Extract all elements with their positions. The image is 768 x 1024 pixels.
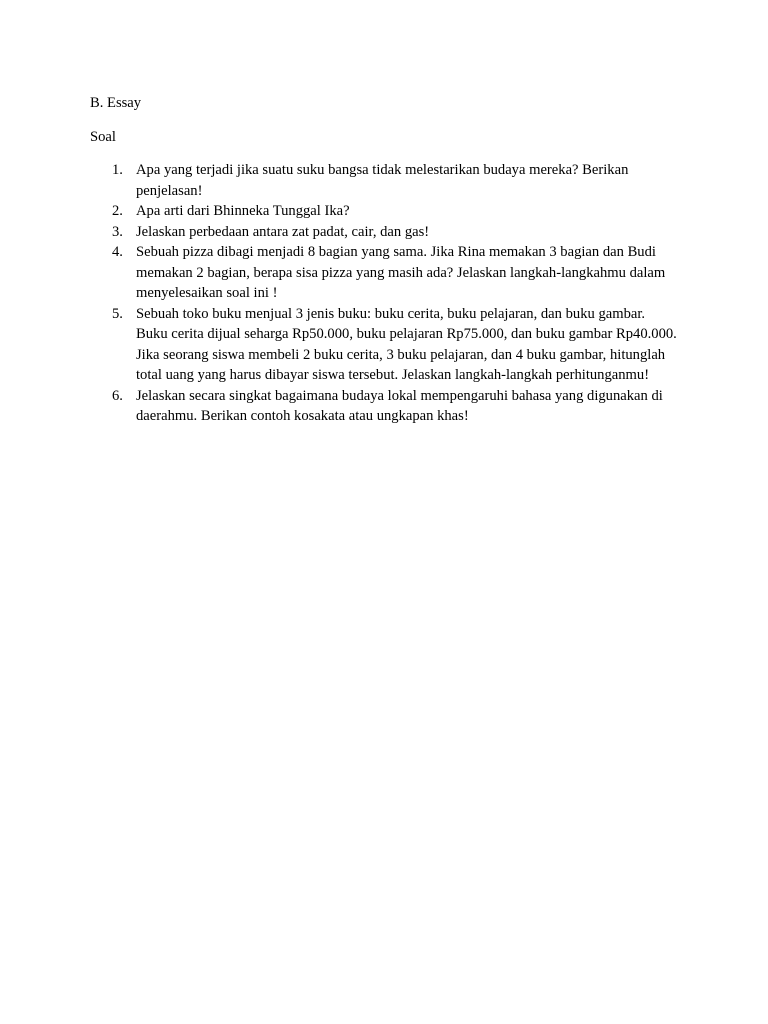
question-list (90, 160, 680, 427)
question-item-6 (90, 386, 680, 427)
question-text: Sebuah toko buku menjual 3 jenis buku: buku cerita, buku pelajaran, dan buku gambar. Buku cerita dijual seharga Rp50.000, buku pelajaran Rp75.000, dan buku gambar Rp40.000. Jika seorang siswa membeli 2 buku cerita, 3 buku pelajaran, dan 4 buku gambar, hitunglah total uang yang harus dibayar siswa tersebut. Jelaskan langkah-langkah perhitunganmu! (136, 305, 677, 383)
question-item-2 (90, 201, 680, 222)
question-item-1 (90, 160, 680, 201)
question-number: 1. (112, 162, 123, 178)
question-text: Apa arti dari Bhinneka Tunggal Ika? (136, 203, 350, 219)
question-text: Jelaskan secara singkat bagaimana budaya lokal mempengaruhi bahasa yang digunakan di daerahmu. Berikan contoh kosakata atau ungkapan khas! (136, 387, 663, 424)
question-text: Jelaskan perbedaan antara zat padat, cair, dan gas! (136, 223, 430, 240)
question-text: Sebuah pizza dibagi menjadi 8 bagian yang sama. Jika Rina memakan 3 bagian dan Budi memakan 2 bagian, berapa sisa pizza yang masih ada? Jelaskan langkah-langkahmu dalam menyelesaikan soal ini ! (136, 244, 666, 301)
section-title: B. Essay (90, 95, 142, 111)
question-number: 2. (112, 203, 123, 219)
question-text: Apa yang terjadi jika suatu suku bangsa tidak melestarikan budaya mereka? Berikan penjelasan! (136, 162, 629, 199)
question-number: 6. (112, 387, 123, 404)
question-number: 4. (112, 244, 123, 260)
question-item-4 (90, 242, 680, 304)
document-content (90, 93, 680, 427)
subtitle: Soal (90, 128, 116, 145)
question-item-5 (90, 304, 680, 386)
question-number: 3. (112, 223, 123, 240)
question-item-3 (90, 222, 680, 243)
question-number: 5. (112, 305, 123, 322)
